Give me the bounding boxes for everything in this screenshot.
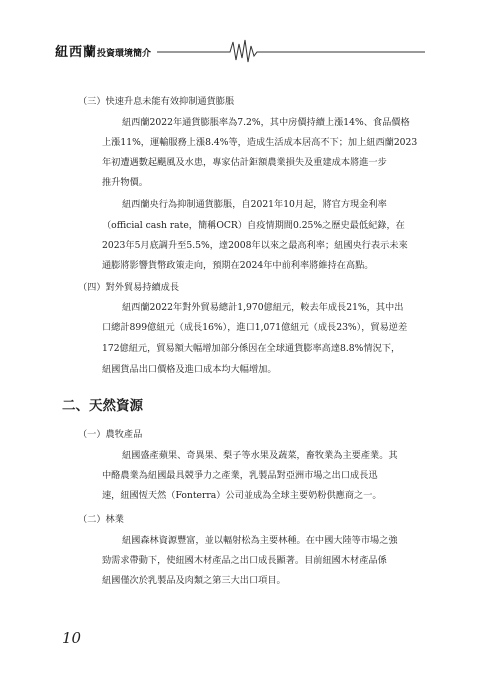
paragraph-line: 紐西蘭2022年對外貿易總計1,970億紐元，較去年成長21%，其中出 <box>122 302 404 313</box>
paragraph-line: 通膨將影響貨幣政策走向，預期在2024年中前利率將維持在高點。 <box>102 260 374 271</box>
paragraph-line: 口總計899億紐元（成長16%），進口1,071億紐元（成長23%），貿易逆差 <box>102 322 408 333</box>
paragraph-line: 紐國森林資源豐富，並以輻射松為主要林種。在中國大陸等市場之強 <box>122 535 398 546</box>
paragraph-line: 紐國盛產蘋果、奇異果、梨子等水果及蔬菜，畜牧業為主要產業。其 <box>122 450 398 461</box>
paragraph-line: 紐西蘭2022年通貨膨脹率為7.2%，其中房價持續上漲14%、食品價格 <box>122 117 410 128</box>
paragraph-line: 172億紐元，貿易額大幅增加部分係因在全球通貨膨率高達8.8%情況下， <box>102 343 401 354</box>
paragraph-line: 年初遭遇數起颶風及水患，專家估計鉅額農業損失及重建成本將進一步 <box>102 157 387 168</box>
subsection-1-heading: （一）農牧產品 <box>78 429 143 440</box>
section-4-heading: （四）對外貿易持續成長 <box>78 282 180 293</box>
paragraph-line: 紐西蘭央行為抑制通貨膨脹，自2021年10月起，將官方現金利率 <box>122 199 387 210</box>
page-header <box>55 30 425 70</box>
paragraph-line: 推升物價。 <box>102 177 148 188</box>
header-title-country: 紐西蘭 <box>55 45 98 60</box>
paragraph-line: 紐國貨品出口價格及進口成本均大幅增加。 <box>102 364 277 375</box>
subsection-2-heading: （二）林業 <box>78 514 124 525</box>
paragraph-line: （official cash rate，簡稱OCR）自疫情期間0.25%之歷史最低紀錄，在 <box>102 220 405 231</box>
paragraph-line: 速，紐國恆天然（Fonterra）公司並成為全球主要奶粉供應商之一。 <box>102 490 382 501</box>
header-title-subtitle: 投資環境簡介 <box>97 49 152 59</box>
header-title <box>55 41 151 60</box>
paragraph-line: 紐國僅次於乳製品及肉類之第三大出口項目。 <box>102 575 286 586</box>
paragraph-line: 上漲11%，運輸服務上漲8.4%等，造成生活成本居高不下；加上紐西蘭2023 <box>102 137 418 148</box>
paragraph-line: 勁需求帶動下，使紐國木材產品之出口成長顯著。目前紐國木材產品係 <box>102 555 387 566</box>
section-3-heading: （三）快速升息未能有效抑制通貨膨脹 <box>78 96 235 107</box>
chapter-2-heading: 二、天然資源 <box>62 398 143 414</box>
paragraph-line: 中酪農業為紐國最具競爭力之產業，乳製品對亞洲市場之出口成長迅 <box>102 470 378 481</box>
paragraph-line: 2023年5月底調升至5.5%，達2008年以來之最高利率；紐國央行表示未來 <box>102 240 408 251</box>
page-number: 10 <box>62 629 82 647</box>
